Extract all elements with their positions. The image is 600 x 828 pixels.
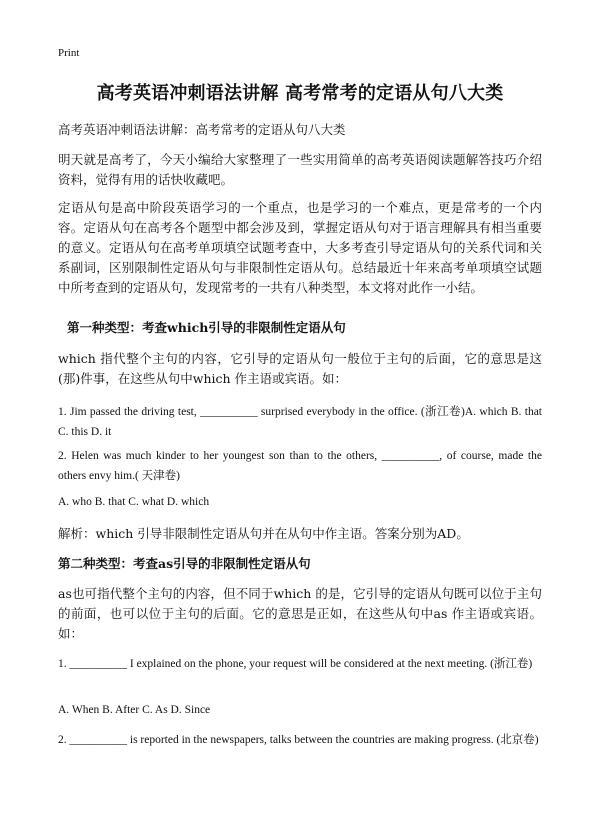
section1-analysis: 解析：which 引导非限制性定语从句并在从句中作主语。答案分别为AD。 bbox=[58, 526, 469, 541]
section1-question1: 1. Jim passed the driving test, __________ surprised everybody in the office. (浙江卷)A. which B. that C. this D. it bbox=[58, 406, 542, 438]
print-label[interactable]: Print bbox=[58, 47, 80, 59]
section2-description: as也可指代整个主句的内容，但不同于which 的是，它引导的定语从句既可以位于主句的前面，也可以位于主句的后面。它的意思是正如，在这些从句中as 作主语或宾语。如： bbox=[58, 586, 542, 641]
section2-heading: 第二种类型：考查as引导的非限制性定语从句 bbox=[58, 556, 311, 571]
section1-options2: A. who B. that C. what D. which bbox=[58, 496, 210, 508]
main-paragraph: 定语从句是高中阶段英语学习的一个重点，也是学习的一个难点，更是常考的一个内容。定语从句在高考各个题型中都会涉及到，掌握定语从句对于语言理解具有相当重要的意义。定语从句在高考单项填空试题考查中，大多考查引导定语从句的关系代词和关系副词，区别限制性定语从句与非限制性定语从句。总结最近十年来高考单项填空试题中所考查到的定语从句，发现常考的一共有八种类型，本文将对此作一小结。 bbox=[58, 200, 542, 295]
section1-question2: 2. Helen was much kinder to her youngest son than to the others, __________, of course, made the others envy him.( 天津卷) bbox=[58, 450, 542, 482]
section1-heading: 第一种类型：考查which引导的非限制性定语从句 bbox=[67, 320, 346, 335]
subtitle: 高考英语冲刺语法讲解：高考常考的定语从句八大类 bbox=[58, 122, 346, 137]
section1-description: which 指代整个主句的内容，它引导的定语从句一般位于主句的后面，它的意思是这(那)件事，在这些从句中which 作主语或宾语。如： bbox=[58, 351, 542, 386]
intro-paragraph: 明天就是高考了，今天小编给大家整理了一些实用简单的高考英语阅读题解答技巧介绍资料，觉得有用的话快收藏吧。 bbox=[58, 152, 542, 187]
section2-question1: 1. __________ I explained on the phone, your request will be considered at the next meeting. (浙江卷) bbox=[58, 658, 533, 670]
section2-options1: A. When B. After C. As D. Since bbox=[58, 704, 211, 716]
section2-question2: 2. __________ is reported in the newspapers, talks between the countries are making progress. (北京卷) bbox=[58, 734, 539, 746]
page-title: 高考英语冲刺语法讲解 高考常考的定语从句八大类 bbox=[96, 83, 504, 104]
